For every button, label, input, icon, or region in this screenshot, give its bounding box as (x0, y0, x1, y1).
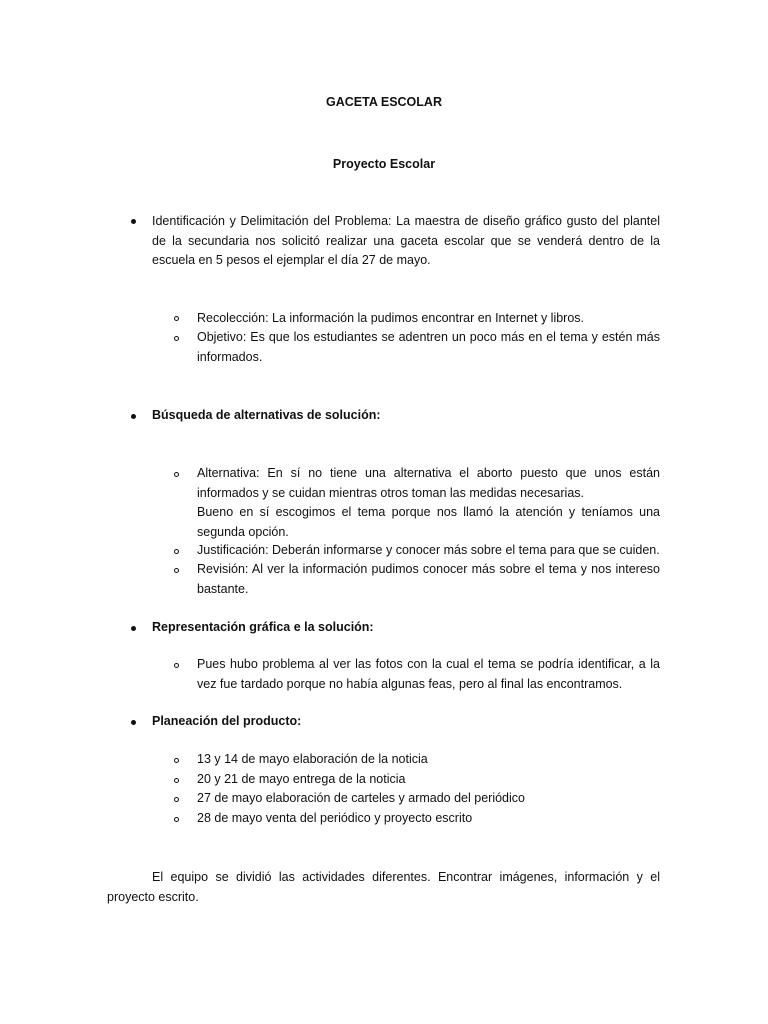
recoleccion-item: Recolección: La información la pudimos encontrar en Internet y libros. (197, 311, 585, 325)
sub-bullet-icon (174, 316, 179, 321)
justificacion-item: Justificación: Deberán informarse y conocer más sobre el tema para que se cuiden. (197, 543, 660, 557)
bullet-icon (131, 414, 136, 419)
sub-bullet-icon (174, 336, 179, 341)
sub-bullet-icon (174, 797, 179, 802)
alternativa-item: Alternativa: En sí no tiene una alternativa el aborto puesto que unos están informados y se cuidan mientras otros toman las medidas necesarias. (197, 466, 660, 500)
planeacion-heading: Planeación del producto: (152, 714, 302, 728)
sub-bullet-icon (174, 663, 179, 668)
closing-paragraph: El equipo se dividió las actividades diferentes. Encontrar imágenes, información y el proyecto escrito. (107, 870, 660, 904)
sub-bullet-icon (174, 549, 179, 554)
bullet-icon (131, 219, 136, 224)
busqueda-heading: Búsqueda de alternativas de solución: (152, 408, 381, 422)
representacion-item: Pues hubo problema al ver las fotos con la cual el tema se podría identificar, a la vez fue tardado porque no había algunas feas, pero al final las encontramos. (197, 657, 660, 691)
sub-bullet-icon (174, 758, 179, 763)
sub-bullet-icon (174, 817, 179, 822)
plan-item: 27 de mayo elaboración de carteles y armado del periódico (197, 791, 525, 805)
sub-bullet-icon (174, 778, 179, 783)
plan-item: 28 de mayo venta del periódico y proyecto escrito (197, 811, 473, 825)
bullet-icon (131, 626, 136, 631)
document-title: GACETA ESCOLAR (326, 95, 442, 109)
representacion-heading: Representación gráfica e la solución: (152, 620, 374, 634)
sub-bullet-icon (174, 568, 179, 573)
revision-item: Revisión: Al ver la información pudimos conocer más sobre el tema y nos intereso bastante. (197, 562, 660, 596)
sub-bullet-icon (174, 472, 179, 477)
identificacion-paragraph: Identificación y Delimitación del Problema: La maestra de diseño gráfico gusto del plantel de la secundaria nos solicitó realizar una gaceta escolar que se venderá dentro de la escuela en 5 pesos el ejemplar el día 27 de mayo. (152, 214, 660, 267)
alternativa-continuation: Bueno en sí escogimos el tema porque nos llamó la atención y teníamos una segunda opción. (197, 505, 660, 539)
document-subtitle: Proyecto Escolar (332, 157, 436, 171)
plan-item: 13 y 14 de mayo elaboración de la noticia (197, 752, 428, 766)
objetivo-item: Objetivo: Es que los estudiantes se adentren un poco más en el tema y estén más informados. (197, 330, 660, 364)
plan-item: 20 y 21 de mayo entrega de la noticia (197, 772, 406, 786)
bullet-icon (131, 720, 136, 725)
